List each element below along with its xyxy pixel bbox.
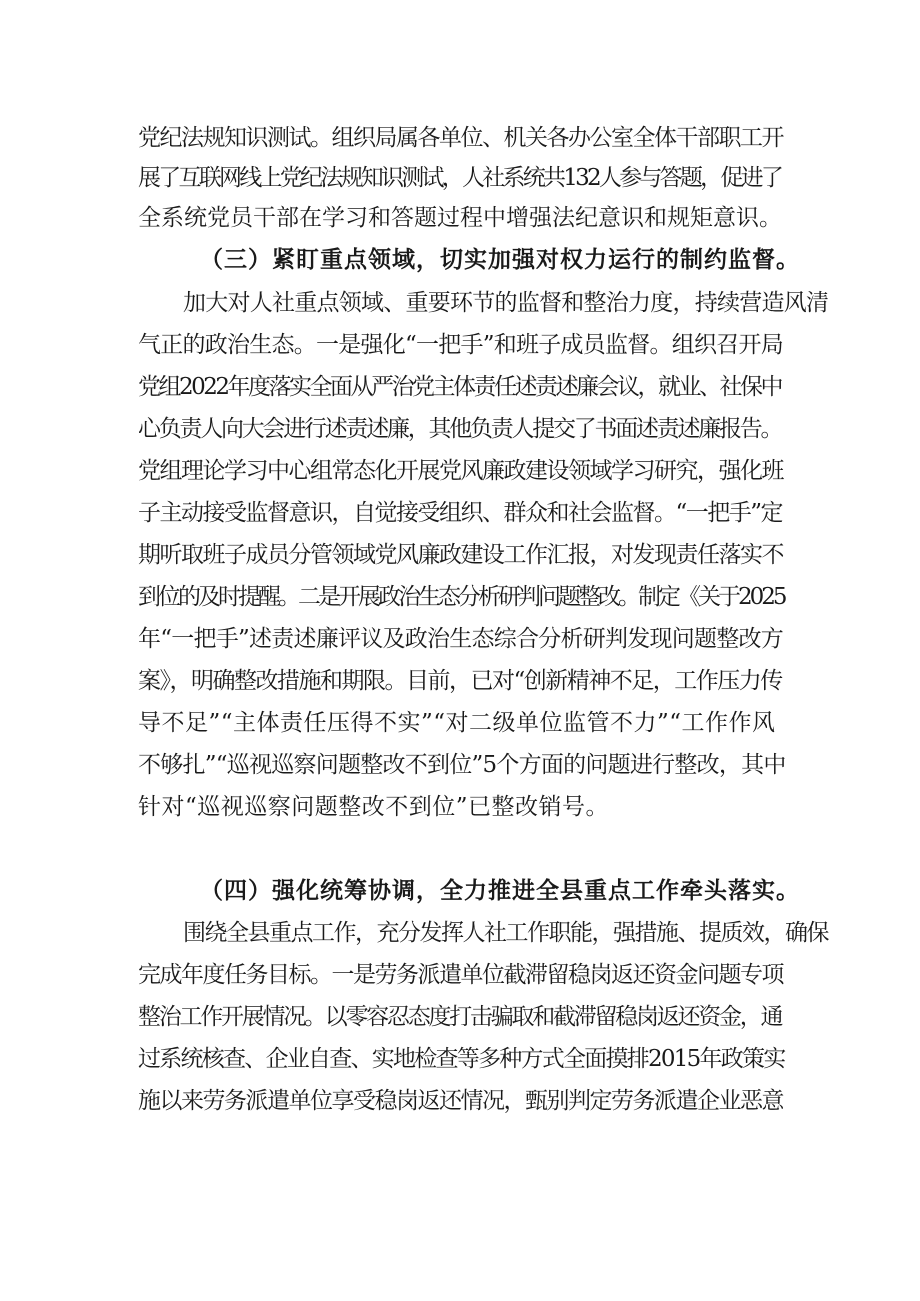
body-text-line: 心负责人向大会进行述责述廉，其他负责人提交了书面述责述廉报告。 — [138, 416, 782, 442]
body-text-line: 施以来劳务派遣单位享受稳岗返还情况，甄别判定劳务派遣企业恶意 — [138, 1088, 783, 1114]
body-text-line: 不够扎”“巡视巡察问题整改不到位”5个方面的问题进行整改，其中 — [138, 752, 786, 778]
body-text-line: 过系统核查、企业自查、实地检查等多种方式全面摸排2015年政策实 — [138, 1046, 785, 1072]
section-heading-3: （三）紧盯重点领域，切实加强对权力运行的制约监督。 — [200, 246, 800, 273]
body-text-line: 围绕全县重点工作，充分发挥人社工作职能，强措施、提质效，确保 — [183, 920, 828, 946]
section-heading-4: （四）强化统筹协调，全力推进全县重点工作牵头落实。 — [200, 877, 800, 904]
body-text-line: 气正的政治生态。一是强化“一把手”和班子成员监督。组织召开局 — [138, 332, 784, 358]
body-text-line: 子主动接受监督意识，自觉接受组织、群众和社会监督。“一把手”定 — [138, 500, 783, 526]
body-text-line: 案》，明确整改措施和期限。目前，已对“创新精神不足，工作压力传 — [138, 668, 782, 694]
body-text-line: 展了互联网线上党纪法规知识测试，人社系统共132人参与答题，促进了 — [138, 165, 782, 191]
body-text-line: 年“一把手”述责述廉评议及政治生态综合分析研判发现问题整改方 — [138, 626, 784, 652]
body-text-line: 全系统党员干部在学习和答题过程中增强法纪意识和规矩意识。 — [138, 205, 782, 231]
body-text-line: 期听取班子成员分管领域党风廉政建设工作汇报，对发现责任落实不 — [138, 542, 783, 568]
body-text-line: 完成年度任务目标。一是劳务派遣单位截滞留稳岗返还资金问题专项 — [138, 962, 783, 988]
body-text-line: 党纪法规知识测试。组织局属各单位、机关各办公室全体干部职工开 — [138, 125, 783, 151]
body-text-line: 导不足”“主体责任压得不实”“对二级单位监管不力”“工作作风 — [138, 710, 776, 736]
body-text-line: 到位的及时提醒。二是开展政治生态分析研判问题整改。制定《关于2025 — [138, 584, 785, 610]
body-text-line: 党组理论学习中心组常态化开展党风廉政建设领域学习研究，强化班 — [138, 458, 783, 484]
body-text-line: 加大对人社重点领域、重要环节的监督和整治力度，持续营造风清 — [183, 290, 829, 316]
body-text-line: 针对“巡视巡察问题整改不到位”已整改销号。 — [138, 794, 610, 820]
body-text-line: 整治工作开展情况。以零容忍态度打击骗取和截滞留稳岗返还资金，通 — [138, 1004, 782, 1030]
body-text-line: 党组2022年度落实全面从严治党主体责任述责述廉会议，就业、社保中 — [138, 374, 782, 400]
